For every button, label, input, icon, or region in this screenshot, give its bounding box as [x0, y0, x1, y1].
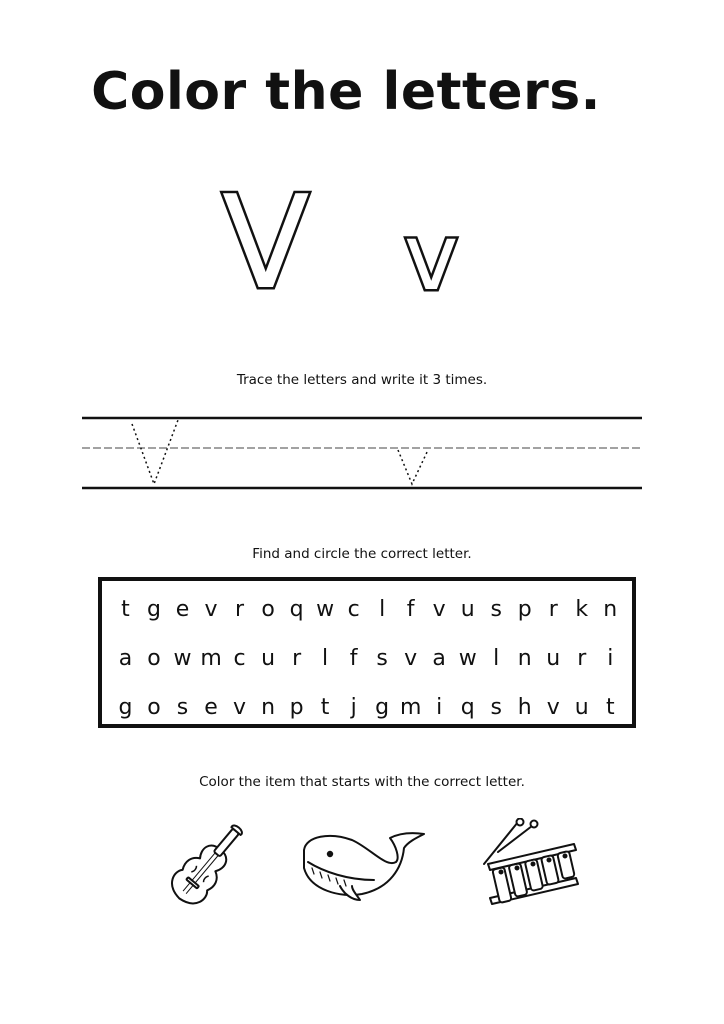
- color-instruction: Color the item that starts with the correct letter.: [199, 774, 525, 790]
- letter-cell[interactable]: w: [316, 597, 335, 622]
- letter-cell[interactable]: c: [347, 597, 360, 622]
- letter-cell[interactable]: f: [349, 646, 358, 671]
- letter-search-grid: [98, 577, 636, 728]
- letter-cell[interactable]: w: [173, 646, 192, 671]
- dotted-lowercase-v: [398, 450, 428, 484]
- letter-cell[interactable]: r: [235, 597, 245, 622]
- letter-cell[interactable]: m: [200, 646, 222, 671]
- tracing-guides: [82, 412, 642, 494]
- dotted-uppercase-v: [132, 420, 178, 484]
- letter-cell[interactable]: c: [233, 646, 246, 671]
- letter-cell[interactable]: r: [292, 646, 302, 671]
- letter-cell[interactable]: g: [147, 597, 161, 622]
- letter-cell[interactable]: t: [320, 695, 330, 720]
- letter-cell[interactable]: k: [575, 597, 589, 622]
- letter-cell[interactable]: s: [376, 646, 388, 671]
- uppercase-letter[interactable]: V: [222, 169, 310, 318]
- letter-cell[interactable]: r: [548, 597, 558, 622]
- letter-cell[interactable]: n: [261, 695, 276, 720]
- grid-row: [114, 693, 622, 723]
- letter-cell[interactable]: l: [322, 646, 329, 671]
- letter-cell[interactable]: n: [603, 597, 618, 622]
- letter-cell[interactable]: p: [289, 695, 304, 720]
- letter-cell[interactable]: q: [289, 597, 304, 622]
- letter-cell[interactable]: f: [406, 597, 415, 622]
- letter-cell[interactable]: u: [460, 597, 475, 622]
- letter-cell[interactable]: q: [460, 695, 475, 720]
- letter-cell[interactable]: t: [605, 695, 615, 720]
- letter-cell[interactable]: a: [432, 646, 446, 671]
- lowercase-letter[interactable]: v: [404, 204, 459, 311]
- letter-cell[interactable]: s: [176, 695, 189, 720]
- letter-cell[interactable]: o: [147, 695, 161, 720]
- xylophone-icon[interactable]: [480, 818, 580, 914]
- letter-cell[interactable]: l: [379, 597, 386, 622]
- letter-cell[interactable]: u: [261, 646, 276, 671]
- letter-cell[interactable]: o: [261, 597, 275, 622]
- letter-cell[interactable]: e: [175, 597, 190, 622]
- letter-cell[interactable]: v: [233, 695, 247, 720]
- letter-cell[interactable]: g: [375, 695, 390, 720]
- letter-cell[interactable]: v: [432, 597, 446, 622]
- whale-icon[interactable]: [300, 828, 430, 908]
- letter-cell[interactable]: n: [517, 646, 532, 671]
- letter-cell[interactable]: e: [204, 695, 218, 720]
- grid-row: [114, 595, 622, 625]
- letter-cell[interactable]: t: [121, 597, 130, 622]
- letter-cell[interactable]: m: [399, 695, 422, 720]
- outline-letters: [0, 169, 724, 318]
- letter-cell[interactable]: v: [546, 695, 560, 720]
- letter-cell[interactable]: i: [436, 695, 443, 720]
- letter-cell[interactable]: s: [490, 597, 502, 622]
- letter-cell[interactable]: a: [118, 646, 133, 671]
- letter-cell[interactable]: u: [574, 695, 589, 720]
- letter-cell[interactable]: v: [404, 646, 418, 671]
- tracing-lines[interactable]: [82, 412, 642, 494]
- violin-icon[interactable]: [160, 812, 250, 912]
- letter-cell[interactable]: l: [493, 646, 500, 671]
- letter-cell[interactable]: o: [147, 646, 161, 671]
- letter-cell[interactable]: j: [350, 695, 357, 720]
- grid-row: [114, 644, 622, 674]
- letter-cell[interactable]: s: [490, 695, 502, 720]
- page-title: Color the letters.: [91, 62, 601, 122]
- letter-cell[interactable]: i: [607, 646, 614, 671]
- trace-instruction: Trace the letters and write it 3 times.: [236, 372, 488, 388]
- letter-cell[interactable]: w: [458, 646, 477, 671]
- letter-cell[interactable]: h: [517, 695, 532, 720]
- letter-cell[interactable]: g: [118, 695, 133, 720]
- letter-cell[interactable]: u: [546, 646, 561, 671]
- letter-cell[interactable]: p: [517, 597, 532, 622]
- find-instruction: Find and circle the correct letter.: [252, 546, 472, 562]
- letter-cell[interactable]: v: [204, 597, 218, 622]
- letter-cell[interactable]: r: [577, 646, 587, 671]
